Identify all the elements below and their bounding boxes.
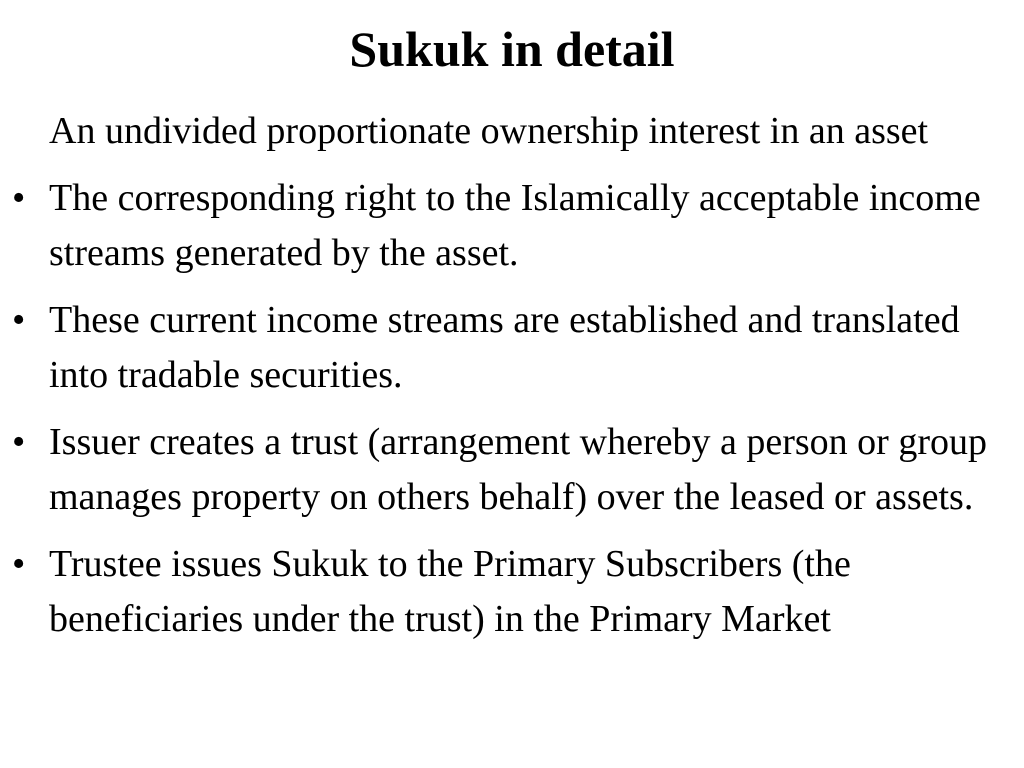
- bullet-text: Trustee issues Sukuk to the Primary Subscribers (the beneficiaries under the trust) in the Primary Market: [49, 543, 851, 640]
- bullet-text: Issuer creates a trust (arrangement whereby a person or group manages property on others behalf) over the leased or assets.: [49, 421, 987, 518]
- slide-body: [0, 104, 1024, 659]
- bullet-text: These current income streams are established and translated into tradable securities.: [49, 299, 960, 396]
- bullet-item: [0, 171, 1024, 281]
- paragraph-text: An undivided proportionate ownership interest in an asset: [49, 110, 929, 152]
- bullet-item: [0, 415, 1024, 525]
- bullet-item: [0, 537, 1024, 647]
- bullet-icon: •: [12, 299, 26, 341]
- bullet-icon: •: [12, 421, 26, 463]
- slide-title: Sukuk in detail: [349, 21, 675, 77]
- bullet-item: [0, 293, 1024, 403]
- bullet-icon: •: [12, 177, 26, 219]
- bullet-icon: •: [12, 543, 26, 585]
- bullet-text: The corresponding right to the Islamically acceptable income streams generated by the asset.: [49, 177, 981, 274]
- intro-paragraph: [0, 104, 1024, 159]
